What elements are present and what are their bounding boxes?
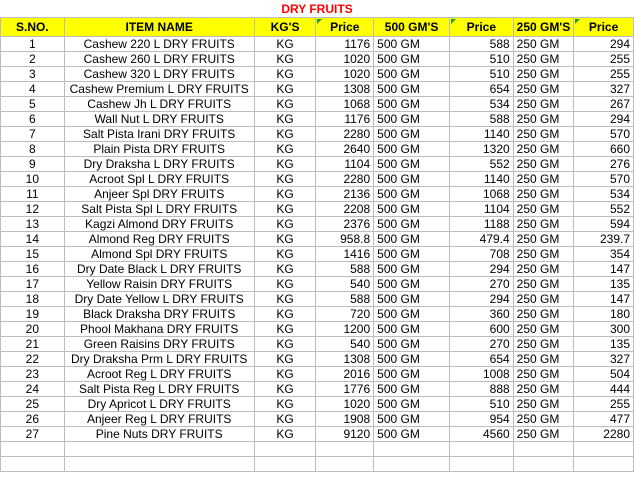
cell-500gm[interactable]: 500 GM [374,277,450,292]
cell-item-name[interactable]: Phool Makhana DRY FRUITS [64,322,254,337]
table-row [1,307,634,322]
cell-250gm[interactable]: 250 GM [513,292,574,307]
cell-250gm[interactable]: 250 GM [513,367,574,382]
cell-price-250gm[interactable]: 267 [574,97,634,112]
cell-kgs[interactable]: KG [254,247,316,262]
table-row [1,397,634,412]
cell-price-250gm[interactable]: 594 [574,217,634,232]
cell-item-name[interactable]: Pine Nuts DRY FRUITS [64,427,254,442]
table-row [1,412,634,427]
cell-price-500gm[interactable]: 954 [449,412,513,427]
cell-item-name[interactable]: Cashew Premium L DRY FRUITS [64,82,254,97]
cell-kgs[interactable]: KG [254,367,316,382]
cell-500gm[interactable]: 500 GM [374,157,450,172]
cell-price-250gm[interactable]: 570 [574,172,634,187]
cell-price-500gm[interactable]: 534 [449,97,513,112]
cell-500gm[interactable]: 500 GM [374,367,450,382]
cell-kgs[interactable]: KG [254,52,316,67]
cell-kgs[interactable]: KG [254,187,316,202]
cell-250gm[interactable]: 250 GM [513,82,574,97]
empty-cell[interactable] [1,442,65,457]
cell-kgs[interactable]: KG [254,157,316,172]
cell-price-500gm[interactable]: 588 [449,37,513,52]
cell-kgs[interactable]: KG [254,277,316,292]
cell-item-name[interactable]: Cashew 220 L DRY FRUITS [64,37,254,52]
cell-250gm[interactable]: 250 GM [513,277,574,292]
table-row [1,202,634,217]
cell-sno[interactable]: 20 [1,322,65,337]
cell-250gm[interactable]: 250 GM [513,382,574,397]
cell-sno[interactable]: 22 [1,352,65,367]
cell-item-name[interactable]: Salt Pista Reg L DRY FRUITS [64,382,254,397]
table-row [1,322,634,337]
cell-500gm[interactable]: 500 GM [374,217,450,232]
empty-cell[interactable] [374,457,450,472]
empty-cell[interactable] [449,442,513,457]
empty-cell[interactable] [513,442,574,457]
cell-sno[interactable]: 19 [1,307,65,322]
cell-price-kg[interactable]: 1308 [316,352,374,367]
cell-item-name[interactable]: Kagzi Almond DRY FRUITS [64,217,254,232]
cell-250gm[interactable]: 250 GM [513,397,574,412]
cell-price-kg[interactable]: 958.8 [316,232,374,247]
cell-price-250gm[interactable]: 147 [574,292,634,307]
cell-price-250gm[interactable]: 327 [574,352,634,367]
cell-price-kg[interactable]: 1308 [316,82,374,97]
table-row [1,67,634,82]
table-row [1,127,634,142]
cell-price-kg[interactable]: 1020 [316,67,374,82]
cell-250gm[interactable]: 250 GM [513,247,574,262]
cell-price-kg[interactable]: 720 [316,307,374,322]
cell-price-kg[interactable]: 1068 [316,97,374,112]
cell-kgs[interactable]: KG [254,232,316,247]
cell-250gm[interactable]: 250 GM [513,187,574,202]
comment-marker-icon [317,19,322,24]
cell-sno[interactable]: 24 [1,382,65,397]
header-price-kg[interactable]: Price [316,18,374,37]
cell-kgs[interactable]: KG [254,217,316,232]
cell-500gm[interactable]: 500 GM [374,37,450,52]
header-price-250gm[interactable]: Price [574,18,634,37]
cell-item-name[interactable]: Salt Pista Irani DRY FRUITS [64,127,254,142]
comment-marker-icon [575,19,580,24]
cell-price-500gm[interactable]: 588 [449,112,513,127]
empty-cell[interactable] [513,457,574,472]
cell-250gm[interactable]: 250 GM [513,262,574,277]
cell-kgs[interactable]: KG [254,412,316,427]
cell-sno[interactable]: 21 [1,337,65,352]
cell-item-name[interactable]: Salt Pista Spl L DRY FRUITS [64,202,254,217]
price-table [0,17,634,472]
cell-price-500gm[interactable]: 1008 [449,367,513,382]
cell-item-name[interactable]: Acroot Spl L DRY FRUITS [64,172,254,187]
cell-price-kg[interactable]: 2016 [316,367,374,382]
cell-price-500gm[interactable]: 600 [449,322,513,337]
cell-sno[interactable]: 15 [1,247,65,262]
comment-marker-icon [451,19,456,24]
cell-price-kg[interactable]: 540 [316,337,374,352]
table-row [1,382,634,397]
table-row [1,367,634,382]
cell-kgs[interactable]: KG [254,112,316,127]
cell-500gm[interactable]: 500 GM [374,172,450,187]
cell-price-250gm[interactable]: 327 [574,82,634,97]
cell-price-250gm[interactable]: 135 [574,277,634,292]
cell-kgs[interactable]: KG [254,172,316,187]
table-row [1,232,634,247]
cell-price-500gm[interactable]: 1188 [449,217,513,232]
empty-cell[interactable] [64,457,254,472]
cell-price-500gm[interactable]: 294 [449,262,513,277]
cell-price-250gm[interactable]: 570 [574,127,634,142]
cell-item-name[interactable]: Wall Nut L DRY FRUITS [64,112,254,127]
cell-kgs[interactable]: KG [254,307,316,322]
cell-250gm[interactable]: 250 GM [513,142,574,157]
cell-250gm[interactable]: 250 GM [513,37,574,52]
cell-500gm[interactable]: 500 GM [374,97,450,112]
cell-price-kg[interactable]: 588 [316,262,374,277]
cell-250gm[interactable]: 250 GM [513,322,574,337]
empty-cell[interactable] [574,457,634,472]
table-row [1,247,634,262]
cell-kgs[interactable]: KG [254,397,316,412]
table-row [1,217,634,232]
cell-price-kg[interactable]: 1200 [316,322,374,337]
cell-price-kg[interactable]: 588 [316,292,374,307]
cell-price-kg[interactable]: 1020 [316,397,374,412]
cell-500gm[interactable]: 500 GM [374,247,450,262]
empty-cell[interactable] [254,442,316,457]
table-row [1,97,634,112]
cell-price-500gm[interactable]: 654 [449,82,513,97]
table-row [1,352,634,367]
cell-price-kg[interactable]: 1176 [316,112,374,127]
cell-item-name[interactable]: Dry Apricot L DRY FRUITS [64,397,254,412]
cell-sno[interactable]: 2 [1,52,65,67]
cell-price-kg[interactable]: 1176 [316,37,374,52]
cell-price-500gm[interactable]: 510 [449,67,513,82]
cell-500gm[interactable]: 500 GM [374,337,450,352]
cell-250gm[interactable]: 250 GM [513,112,574,127]
cell-500gm[interactable]: 500 GM [374,262,450,277]
header-item-name[interactable]: ITEM NAME [64,18,254,37]
cell-sno[interactable]: 12 [1,202,65,217]
cell-price-500gm[interactable]: 1140 [449,172,513,187]
cell-250gm[interactable]: 250 GM [513,67,574,82]
cell-500gm[interactable]: 500 GM [374,52,450,67]
table-body [1,37,634,472]
cell-sno[interactable]: 5 [1,97,65,112]
cell-250gm[interactable]: 250 GM [513,427,574,442]
cell-price-500gm[interactable]: 1320 [449,142,513,157]
cell-item-name[interactable]: Anjeer Spl DRY FRUITS [64,187,254,202]
table-row [1,172,634,187]
cell-sno[interactable]: 27 [1,427,65,442]
cell-price-250gm[interactable]: 135 [574,337,634,352]
cell-price-500gm[interactable]: 270 [449,277,513,292]
empty-cell[interactable] [316,457,374,472]
cell-kgs[interactable]: KG [254,292,316,307]
table-row [1,262,634,277]
header-250gm[interactable]: 250 GM'S [513,18,574,37]
cell-price-500gm[interactable]: 510 [449,397,513,412]
empty-cell[interactable] [449,457,513,472]
cell-kgs[interactable]: KG [254,142,316,157]
table-row [1,37,634,52]
table-row [1,187,634,202]
cell-item-name[interactable]: Plain Pista DRY FRUITS [64,142,254,157]
cell-250gm[interactable]: 250 GM [513,307,574,322]
cell-500gm[interactable]: 500 GM [374,292,450,307]
table-row [1,157,634,172]
cell-price-250gm[interactable]: 444 [574,382,634,397]
cell-sno[interactable]: 9 [1,157,65,172]
cell-price-500gm[interactable]: 510 [449,52,513,67]
cell-price-kg[interactable]: 9120 [316,427,374,442]
cell-item-name[interactable]: Anjeer Reg L DRY FRUITS [64,412,254,427]
cell-500gm[interactable]: 500 GM [374,307,450,322]
cell-price-250gm[interactable]: 504 [574,367,634,382]
cell-sno[interactable]: 8 [1,142,65,157]
cell-sno[interactable]: 3 [1,67,65,82]
cell-250gm[interactable]: 250 GM [513,352,574,367]
cell-price-kg[interactable]: 1020 [316,52,374,67]
table-row [1,112,634,127]
cell-item-name[interactable]: Dry Date Yellow L DRY FRUITS [64,292,254,307]
header-row [1,18,634,37]
cell-kgs[interactable]: KG [254,352,316,367]
cell-500gm[interactable]: 500 GM [374,112,450,127]
cell-item-name[interactable]: Cashew 260 L DRY FRUITS [64,52,254,67]
cell-item-name[interactable]: Dry Date Black L DRY FRUITS [64,262,254,277]
empty-cell[interactable] [316,442,374,457]
cell-price-500gm[interactable]: 479.4 [449,232,513,247]
cell-price-kg[interactable]: 1104 [316,157,374,172]
table-row [1,277,634,292]
empty-row [1,457,634,472]
cell-sno[interactable]: 16 [1,262,65,277]
cell-price-250gm[interactable]: 147 [574,262,634,277]
cell-kgs[interactable]: KG [254,262,316,277]
cell-sno[interactable]: 6 [1,112,65,127]
cell-item-name[interactable]: Cashew 320 L DRY FRUITS [64,67,254,82]
empty-cell[interactable] [374,442,450,457]
table-row [1,427,634,442]
empty-cell[interactable] [64,442,254,457]
cell-price-500gm[interactable]: 654 [449,352,513,367]
cell-sno[interactable]: 13 [1,217,65,232]
cell-price-kg[interactable]: 1908 [316,412,374,427]
cell-500gm[interactable]: 500 GM [374,202,450,217]
cell-price-500gm[interactable]: 294 [449,292,513,307]
cell-price-500gm[interactable]: 1068 [449,187,513,202]
cell-price-250gm[interactable]: 294 [574,112,634,127]
cell-500gm[interactable]: 500 GM [374,352,450,367]
header-500gm[interactable]: 500 GM'S [374,18,450,37]
cell-item-name[interactable]: Yellow Raisin DRY FRUITS [64,277,254,292]
cell-sno[interactable]: 7 [1,127,65,142]
header-sno[interactable]: S.NO. [1,18,65,37]
cell-sno[interactable]: 23 [1,367,65,382]
cell-price-500gm[interactable]: 1104 [449,202,513,217]
cell-sno[interactable]: 4 [1,82,65,97]
cell-sno[interactable]: 17 [1,277,65,292]
cell-sno[interactable]: 11 [1,187,65,202]
cell-price-250gm[interactable]: 660 [574,142,634,157]
cell-kgs[interactable]: KG [254,127,316,142]
cell-sno[interactable]: 26 [1,412,65,427]
cell-kgs[interactable]: KG [254,322,316,337]
cell-500gm[interactable]: 500 GM [374,382,450,397]
cell-kgs[interactable]: KG [254,97,316,112]
cell-kgs[interactable]: KG [254,427,316,442]
cell-kgs[interactable]: KG [254,202,316,217]
table-row [1,292,634,307]
cell-500gm[interactable]: 500 GM [374,322,450,337]
cell-kgs[interactable]: KG [254,37,316,52]
cell-price-250gm[interactable]: 276 [574,157,634,172]
header-price-500gm[interactable]: Price [449,18,513,37]
empty-cell[interactable] [1,457,65,472]
cell-price-kg[interactable]: 2136 [316,187,374,202]
cell-price-500gm[interactable]: 1140 [449,127,513,142]
cell-item-name[interactable]: Black Draksha DRY FRUITS [64,307,254,322]
cell-250gm[interactable]: 250 GM [513,157,574,172]
cell-price-250gm[interactable]: 180 [574,307,634,322]
cell-sno[interactable]: 1 [1,37,65,52]
table-row [1,337,634,352]
cell-price-250gm[interactable]: 294 [574,37,634,52]
cell-kgs[interactable]: KG [254,82,316,97]
cell-sno[interactable]: 14 [1,232,65,247]
cell-sno[interactable]: 10 [1,172,65,187]
cell-price-500gm[interactable]: 888 [449,382,513,397]
cell-250gm[interactable]: 250 GM [513,412,574,427]
cell-price-500gm[interactable]: 4560 [449,427,513,442]
cell-price-250gm[interactable]: 255 [574,397,634,412]
cell-item-name[interactable]: Almond Spl DRY FRUITS [64,247,254,262]
cell-item-name[interactable]: Dry Draksha L DRY FRUITS [64,157,254,172]
cell-kgs[interactable]: KG [254,67,316,82]
cell-price-500gm[interactable]: 360 [449,307,513,322]
cell-price-500gm[interactable]: 552 [449,157,513,172]
empty-cell[interactable] [254,457,316,472]
cell-item-name[interactable]: Acroot Reg L DRY FRUITS [64,367,254,382]
cell-price-250gm[interactable]: 552 [574,202,634,217]
cell-250gm[interactable]: 250 GM [513,202,574,217]
cell-price-500gm[interactable]: 708 [449,247,513,262]
cell-250gm[interactable]: 250 GM [513,127,574,142]
cell-250gm[interactable]: 250 GM [513,97,574,112]
cell-500gm[interactable]: 500 GM [374,427,450,442]
sheet-title[interactable]: DRY FRUITS [281,2,353,16]
cell-500gm[interactable]: 500 GM [374,67,450,82]
cell-price-250gm[interactable]: 300 [574,322,634,337]
table-row [1,142,634,157]
cell-500gm[interactable]: 500 GM [374,82,450,97]
cell-price-kg[interactable]: 1416 [316,247,374,262]
cell-price-kg[interactable]: 2208 [316,202,374,217]
cell-price-500gm[interactable]: 270 [449,337,513,352]
cell-price-kg[interactable]: 540 [316,277,374,292]
table-row [1,82,634,97]
cell-price-kg[interactable]: 2280 [316,127,374,142]
cell-price-250gm[interactable]: 255 [574,52,634,67]
cell-500gm[interactable]: 500 GM [374,127,450,142]
cell-price-kg[interactable]: 2280 [316,172,374,187]
cell-500gm[interactable]: 500 GM [374,187,450,202]
cell-item-name[interactable]: Green Raisins DRY FRUITS [64,337,254,352]
cell-sno[interactable]: 25 [1,397,65,412]
cell-price-kg[interactable]: 1776 [316,382,374,397]
cell-price-kg[interactable]: 2376 [316,217,374,232]
cell-250gm[interactable]: 250 GM [513,217,574,232]
cell-250gm[interactable]: 250 GM [513,232,574,247]
cell-item-name[interactable]: Almond Reg DRY FRUITS [64,232,254,247]
header-kgs[interactable]: KG'S [254,18,316,37]
cell-item-name[interactable]: Dry Draksha Prm L DRY FRUITS [64,352,254,367]
cell-500gm[interactable]: 500 GM [374,412,450,427]
cell-kgs[interactable]: KG [254,337,316,352]
cell-price-250gm[interactable]: 354 [574,247,634,262]
cell-sno[interactable]: 18 [1,292,65,307]
cell-price-250gm[interactable]: 534 [574,187,634,202]
cell-250gm[interactable]: 250 GM [513,52,574,67]
empty-cell[interactable] [574,442,634,457]
cell-500gm[interactable]: 500 GM [374,397,450,412]
cell-250gm[interactable]: 250 GM [513,337,574,352]
table-row [1,52,634,67]
cell-price-250gm[interactable]: 2280 [574,427,634,442]
cell-250gm[interactable]: 250 GM [513,172,574,187]
cell-item-name[interactable]: Cashew Jh L DRY FRUITS [64,97,254,112]
cell-price-kg[interactable]: 2640 [316,142,374,157]
empty-row [1,442,634,457]
cell-price-250gm[interactable]: 239.7 [574,232,634,247]
cell-price-250gm[interactable]: 477 [574,412,634,427]
cell-500gm[interactable]: 500 GM [374,142,450,157]
cell-500gm[interactable]: 500 GM [374,232,450,247]
cell-kgs[interactable]: KG [254,382,316,397]
cell-price-250gm[interactable]: 255 [574,67,634,82]
